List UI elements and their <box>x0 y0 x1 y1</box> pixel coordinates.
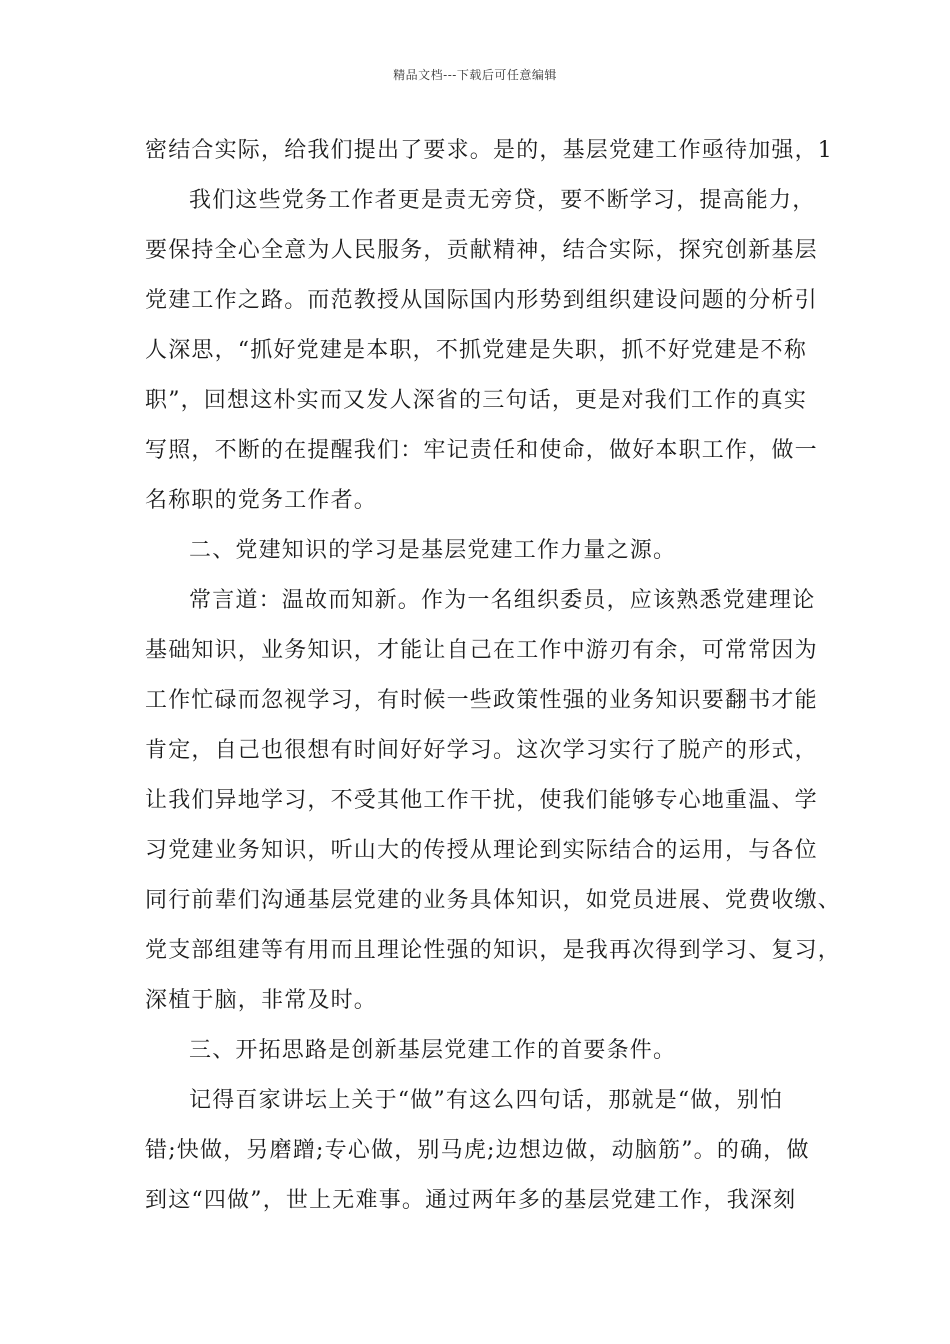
text-line: 要保持全心全意为人民服务，贡献精神，结合实际，探究创新基层 <box>145 238 818 263</box>
text-line: 名称职的党务工作者。 <box>145 488 378 513</box>
text-line: 工作忙碌而忽视学习，有时候一些政策性强的业务知识要翻书才能 <box>145 688 818 713</box>
text-line: 常言道：温故而知新。作为一名组织委员，应该熟悉党建理论 <box>189 588 816 613</box>
text-line: 党支部组建等有用而且理论性强的知识，是我再次得到学习、复习， <box>145 938 842 963</box>
text-line: 职”，回想这朴实而又发人深省的三句话，更是对我们工作的真实 <box>145 388 808 413</box>
text-line: 错;快做，另磨蹭;专心做，别马虎;边想边做，动脑筋”。的确，做 <box>145 1138 810 1163</box>
text-line: 到这“四做”，世上无难事。通过两年多的基层党建工作，我深刻 <box>145 1188 797 1213</box>
text-line: 肯定，自己也很想有时间好好学习。这次学习实行了脱产的形式， <box>145 738 818 763</box>
section-heading: 二、党建知识的学习是基层党建工作力量之源。 <box>189 538 677 563</box>
text-line: 习党建业务知识，听山大的传授从理论到实际结合的运用，与各位 <box>145 838 818 863</box>
text-line: 记得百家讲坛上关于“做”有这么四句话，那就是“做，别怕 <box>189 1088 784 1113</box>
page-header: 精品文档---下载后可任意编辑 <box>393 68 557 82</box>
text-line: 我们这些党务工作者更是责无旁贷，要不断学习，提高能力， <box>189 188 816 213</box>
text-line: 同行前辈们沟通基层党建的业务具体知识，如党员进展、党费收缴、 <box>145 888 842 913</box>
text-line: 人深思，“抓好党建是本职，不抓党建是失职，抓不好党建是不称 <box>145 338 808 363</box>
text-line: 让我们异地学习，不受其他工作干扰，使我们能够专心地重温、学 <box>145 788 818 813</box>
text-line: 深植于脑，非常及时。 <box>145 988 378 1013</box>
section-heading: 三、开拓思路是创新基层党建工作的首要条件。 <box>189 1038 677 1063</box>
text-line: 党建工作之路。而范教授从国际国内形势到组织建设问题的分析引 <box>145 288 818 313</box>
text-line: 写照，不断的在提醒我们：牢记责任和使命，做好本职工作，做一 <box>145 438 818 463</box>
text-line: 基础知识，业务知识，才能让自己在工作中游刃有余，可常常因为 <box>145 638 818 663</box>
text-line: 密结合实际，给我们提出了要求。是的，基层党建工作亟待加强，1 <box>145 138 833 163</box>
